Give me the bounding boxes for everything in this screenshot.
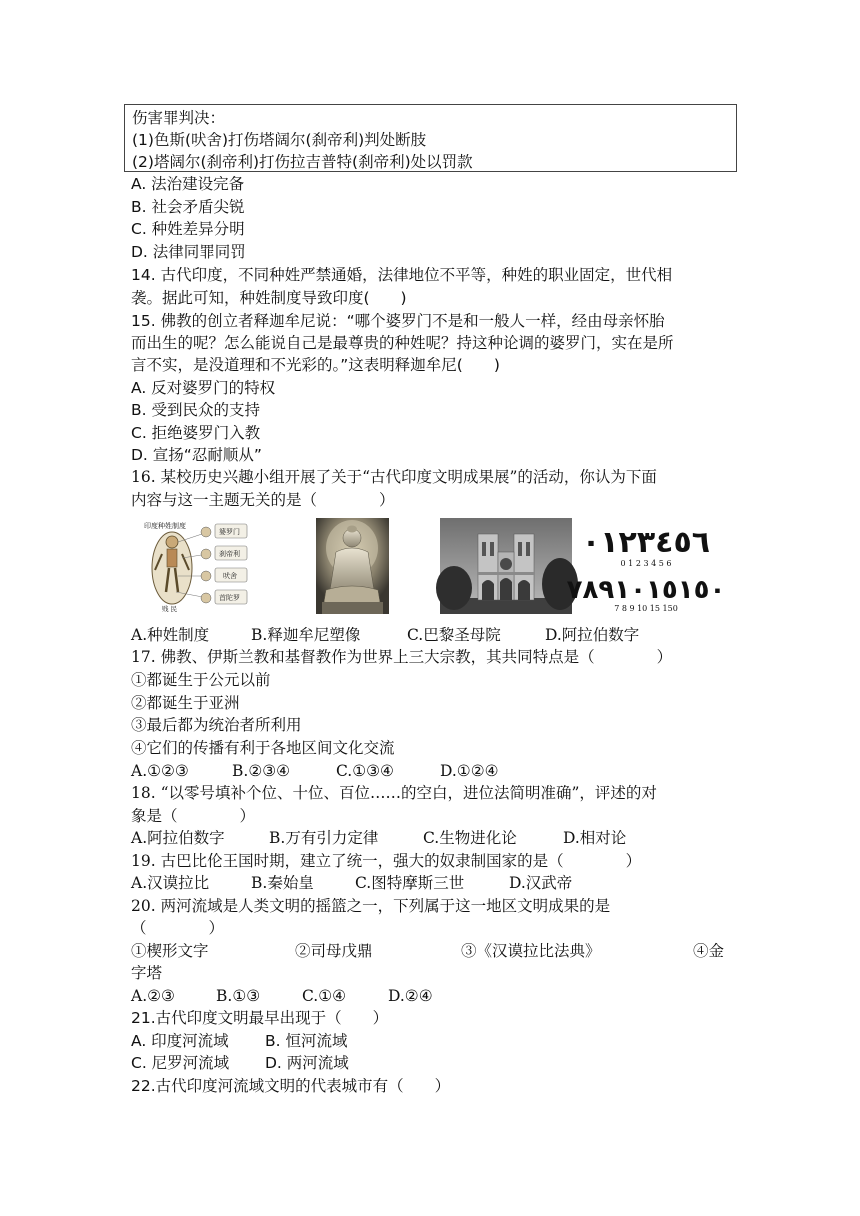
q18-options xyxy=(131,827,626,849)
q18-option-c: C.生物进化论 xyxy=(423,829,517,847)
q15-line-3: 言不实，是没道理和不光彩的。”这表明释迦牟尼( ) xyxy=(131,356,500,374)
western-digits-bottom: 7 8 9 10 15 150 xyxy=(614,604,678,613)
table-row-2: (2)塔阔尔(刹帝利)打伤拉吉普特(刹帝利)处以罚款 xyxy=(132,153,473,171)
q19-option-c: C.图特摩斯三世 xyxy=(355,874,465,892)
notre-dame-image xyxy=(440,518,572,614)
q18-line-2: 象是（ ） xyxy=(131,807,256,825)
q19-stem: 19. 古巴比伦王国时期，建立了统一，强大的奴隶制国家的是（ ） xyxy=(131,852,642,870)
q21-option-d: D. 两河流域 xyxy=(265,1054,349,1072)
q17-option-b: B.②③④ xyxy=(232,762,291,780)
q21-option-b: B. 恒河流域 xyxy=(265,1032,348,1050)
q20-option-d: D.②④ xyxy=(388,987,433,1005)
caste-label-3: 吠舍 xyxy=(223,572,237,580)
q20-line-4: 字塔 xyxy=(131,964,163,982)
table-row-1: (1)色斯(吠舍)打伤塔阔尔(刹帝利)判处断肢 xyxy=(132,131,427,149)
q20-option-c: C.①④ xyxy=(302,987,347,1005)
q14-line-2: 袭。据此可知，种姓制度导致印度( ) xyxy=(131,289,407,307)
arabic-digits-bottom: ٧٨٩١٠١٥١٥٠ xyxy=(566,575,726,605)
q19-option-a: A.汉谟拉比 xyxy=(131,874,210,892)
q16-options xyxy=(131,624,639,646)
q16-line-2: 内容与这一主题无关的是（ ） xyxy=(131,491,395,509)
q20-line-1: 20. 两河流域是人类文明的摇篮之一，下列属于这一地区文明成果的是 xyxy=(131,897,611,915)
q18-option-d: D.相对论 xyxy=(563,829,627,847)
q22-stem: 22.古代印度河流域文明的代表城市有（ ） xyxy=(131,1077,451,1095)
q17-options xyxy=(131,760,499,782)
q20-options xyxy=(131,985,433,1007)
q18-line-1: 18. “以零号填补个位、十位、百位……的空白，进位法简明准确”，评述的对 xyxy=(131,784,657,802)
q15-option-d: D. 宣扬“忍耐顺从” xyxy=(131,446,262,464)
q18-option-a: A.阿拉伯数字 xyxy=(131,829,225,847)
q18-option-b: B.万有引力定律 xyxy=(269,829,379,847)
q13-option-d: D. 法律同罪同罚 xyxy=(131,243,246,261)
q21-options-row-2 xyxy=(131,1052,349,1074)
caste-diagram-image xyxy=(136,518,252,614)
q17-stem: 17. 佛教、伊斯兰教和基督教作为世界上三大宗教，其共同特点是（ ） xyxy=(131,648,673,666)
caste-diagram-title: 印度种姓制度 xyxy=(144,522,186,530)
q19-option-b: B.秦始皇 xyxy=(251,874,314,892)
caste-label-1: 婆罗门 xyxy=(219,528,240,536)
q20-item-2: ②司母戊鼎 xyxy=(295,942,373,960)
q16-line-1: 16. 某校历史兴趣小组开展了关于“古代印度文明成果展”的活动，你认为下面 xyxy=(131,468,657,486)
judgement-table xyxy=(124,104,737,172)
arabic-digits-top: ٠١٢٣٤٥٦ xyxy=(581,525,711,560)
q21-option-a: A. 印度河流域 xyxy=(131,1032,229,1050)
q15-line-2: 而出生的呢？怎么能说自己是最尊贵的种姓呢？持这种论调的婆罗门，实在是所 xyxy=(131,334,674,352)
q13-option-c: C. 种姓差异分明 xyxy=(131,220,245,238)
q17-item-1: ①都诞生于公元以前 xyxy=(131,671,271,689)
q15-option-b: B. 受到民众的支持 xyxy=(131,401,260,419)
q17-option-d: D.①②④ xyxy=(440,762,499,780)
caste-bottom-label: 贱 民 xyxy=(162,605,178,613)
q21-stem: 21.古代印度文明最早出现于（ ） xyxy=(131,1009,389,1027)
q20-option-a: A.②③ xyxy=(131,987,175,1005)
arabic-numerals-image xyxy=(566,518,726,614)
western-digits-top: 0 1 2 3 4 5 6 xyxy=(620,559,672,568)
q16-option-a: A.种姓制度 xyxy=(131,626,210,644)
q13-option-b: B. 社会矛盾尖锐 xyxy=(131,198,245,216)
q17-item-4: ④它们的传播有利于各地区间文化交流 xyxy=(131,739,395,757)
q15-line-1: 15. 佛教的创立者释迦牟尼说：“哪个婆罗门不是和一般人一样，经由母亲怀胎 xyxy=(131,312,665,330)
q20-item-3: ③《汉谟拉比法典》 xyxy=(461,942,601,960)
q16-option-b: B.释迦牟尼塑像 xyxy=(251,626,361,644)
q16-option-c: C.巴黎圣母院 xyxy=(407,626,501,644)
q20-line-2: （ ） xyxy=(131,919,225,937)
notre-dame-svg xyxy=(440,518,572,614)
caste-label-4: 首陀罗 xyxy=(219,594,240,602)
q17-item-3: ③最后都为统治者所利用 xyxy=(131,716,302,734)
q15-option-c: C. 拒绝婆罗门入教 xyxy=(131,424,261,442)
q15-option-a: A. 反对婆罗门的特权 xyxy=(131,379,276,397)
q14-line-1: 14. 古代印度，不同种姓严禁通婚，法律地位不平等，种姓的职业固定，世代相 xyxy=(131,266,673,284)
q20-option-b: B.①③ xyxy=(216,987,261,1005)
q21-option-c: C. 尼罗河流域 xyxy=(131,1054,230,1072)
q20-item-4: ④金 xyxy=(693,942,725,960)
caste-diagram-svg xyxy=(136,518,252,614)
caste-label-2: 刹帝利 xyxy=(219,550,240,558)
q17-item-2: ②都诞生于亚洲 xyxy=(131,694,240,712)
q19-options xyxy=(131,872,572,894)
q13-option-a: A. 法治建设完备 xyxy=(131,175,245,193)
q16-option-d: D.阿拉伯数字 xyxy=(545,626,640,644)
table-title: 伤害罪判决： xyxy=(132,109,226,127)
q19-option-d: D.汉武帝 xyxy=(509,874,573,892)
q17-option-a: A.①②③ xyxy=(131,762,189,780)
q20-item-1: ①楔形文字 xyxy=(131,942,209,960)
q17-option-c: C.①③④ xyxy=(336,762,394,780)
buddha-statue-image xyxy=(316,518,389,614)
arabic-numerals-svg xyxy=(566,518,726,614)
q20-items xyxy=(131,940,724,962)
buddha-statue-svg xyxy=(316,518,389,614)
q21-options-row-1 xyxy=(131,1030,348,1052)
